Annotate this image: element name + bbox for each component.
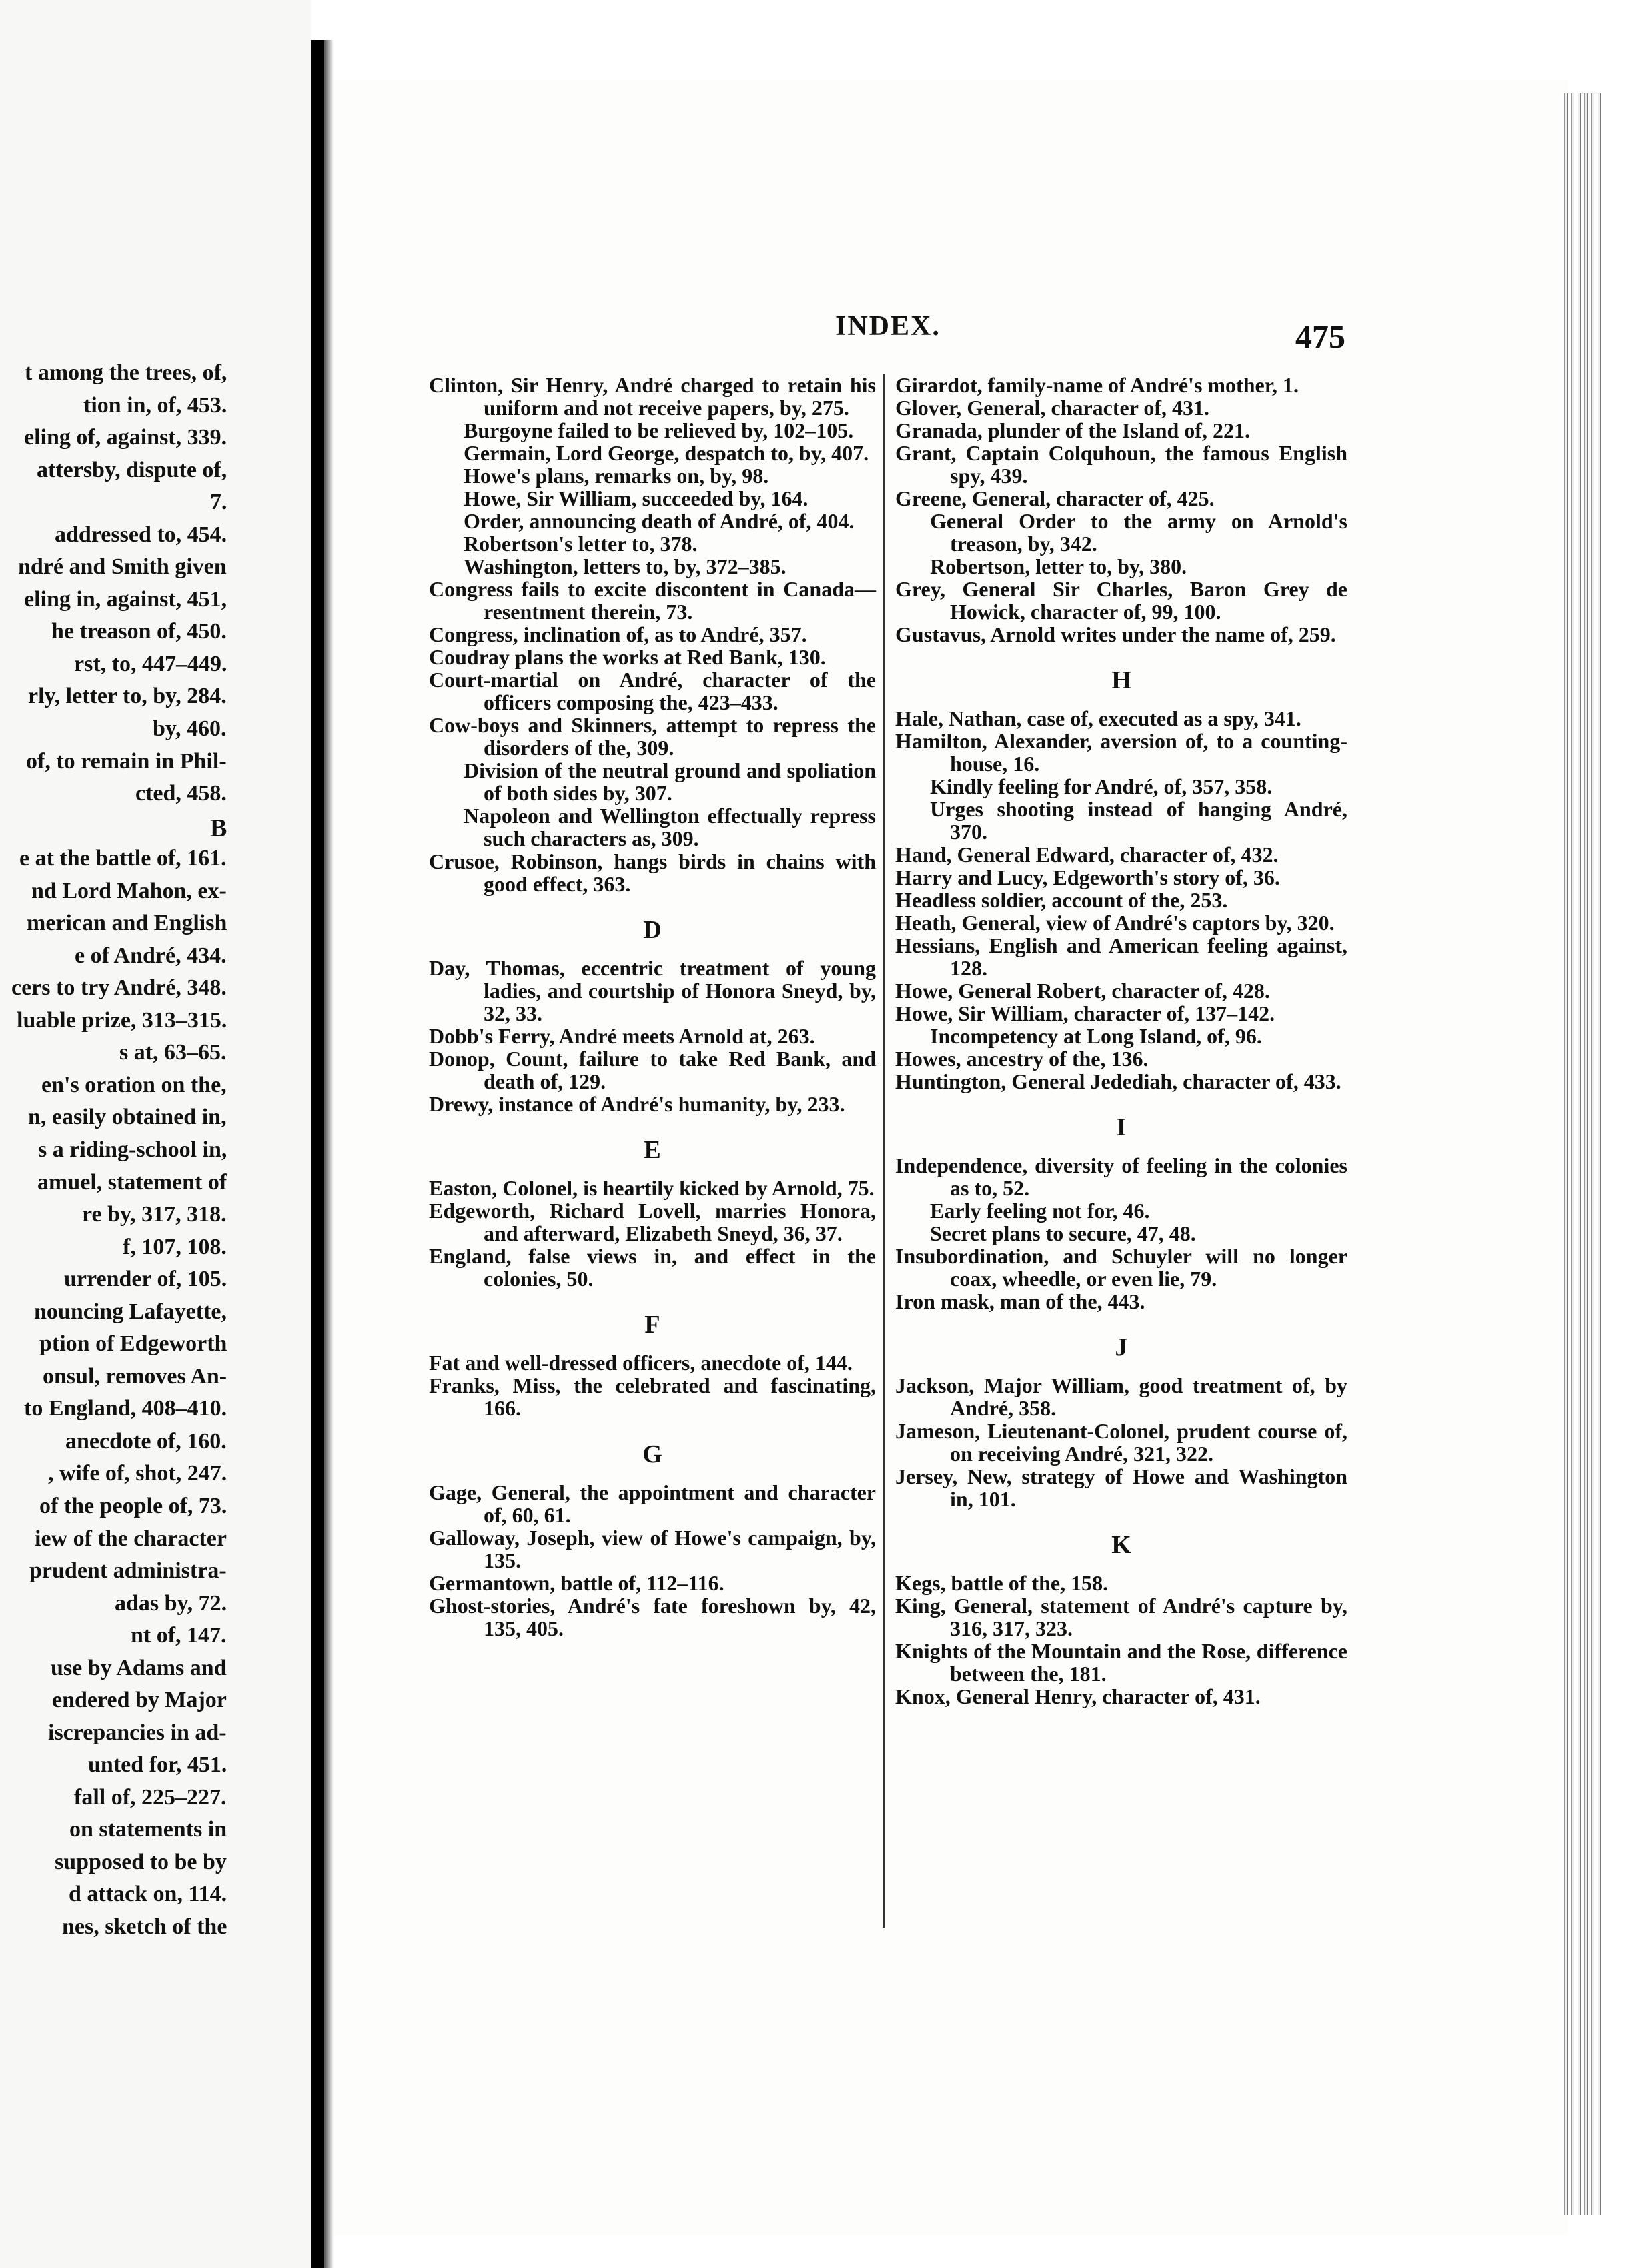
- index-entry: Insubordination, and Schuyler will no longer coax, wheedle, or even lie, 79.: [895, 1244, 1347, 1291]
- column-divider: [883, 374, 885, 1928]
- index-subentry: Howe's plans, remarks on, by, 98.: [464, 464, 769, 488]
- index-subentry: Howe, Sir William, succeeded by, 164.: [464, 486, 808, 510]
- left-fragment-line: cers to try André, 348.: [11, 975, 227, 1000]
- left-fragment-line: ndré and Smith given: [18, 554, 227, 579]
- index-subentry: Urges shooting instead of hanging André, 370.: [930, 797, 1347, 844]
- left-fragment-line: t among the trees, of,: [25, 360, 227, 385]
- left-fragment-line: rst, to, 447–449.: [74, 652, 227, 676]
- index-subentry: Secret plans to secure, 47, 48.: [930, 1221, 1196, 1245]
- left-fragment-line: , wife of, shot, 247.: [48, 1461, 227, 1486]
- left-fragment-line: e at the battle of, 161.: [19, 846, 227, 871]
- left-fragment-line: unted for, 451.: [88, 1752, 227, 1777]
- left-fragment-line: to England, 408–410.: [24, 1396, 227, 1421]
- left-fragment-line: nes, sketch of the: [62, 1914, 227, 1939]
- left-fragment-line: of the people of, 73.: [39, 1494, 227, 1518]
- left-fragment-line: iscrepancies in ad-: [48, 1720, 227, 1745]
- index-entry: Gustavus, Arnold writes under the name of, 259.: [895, 622, 1336, 646]
- index-entry: Iron mask, man of the, 443.: [895, 1289, 1145, 1313]
- index-subentry: Division of the neutral ground and spoliation of both sides by, 307.: [464, 758, 876, 805]
- left-fragment-line: amuel, statement of: [37, 1170, 227, 1195]
- index-subentry: Napoleon and Wellington effectually repress such characters as, 309.: [464, 804, 876, 851]
- index-entry: Edgeworth, Richard Lovell, marries Honora, and afterward, Elizabeth Sneyd, 36, 37.: [429, 1199, 876, 1245]
- left-fragment-line: nouncing Lafayette,: [34, 1299, 227, 1324]
- left-fragment-line: fall of, 225–227.: [74, 1785, 227, 1810]
- section-letter: E: [644, 1136, 661, 1164]
- index-entry: Clinton, Sir Henry, André charged to retain his uniform and not receive papers, by, 275.: [429, 373, 876, 420]
- index-subentry: Early feeling not for, 46.: [930, 1199, 1150, 1223]
- index-subentry: Germain, Lord George, despatch to, by, 407.: [464, 441, 869, 465]
- index-entry: Donop, Count, failure to take Red Bank, and death of, 129.: [429, 1047, 876, 1093]
- index-subentry: General Order to the army on Arnold's treason, by, 342.: [930, 509, 1347, 556]
- index-entry: Jersey, New, strategy of Howe and Washington in, 101.: [895, 1464, 1347, 1511]
- left-fragment-line: attersby, dispute of,: [37, 458, 227, 482]
- index-entry: Germantown, battle of, 112–116.: [429, 1571, 724, 1595]
- left-fragment-line: onsul, removes An-: [43, 1364, 227, 1389]
- index-entry: Jackson, Major William, good treatment of, by André, 358.: [895, 1373, 1347, 1420]
- left-fragment-line: 7.: [210, 490, 227, 514]
- left-fragment-line: s at, 63–65.: [119, 1040, 227, 1065]
- index-entry: Dobb's Ferry, André meets Arnold at, 263.: [429, 1024, 815, 1048]
- index-column-left: [429, 374, 876, 1640]
- section-letter: G: [642, 1440, 662, 1468]
- index-entry: Howe, Sir William, character of, 137–142.: [895, 1001, 1275, 1025]
- section-letter: H: [1111, 666, 1131, 694]
- left-fragment-line: tion in, of, 453.: [83, 393, 227, 418]
- index-entry: Easton, Colonel, is heartily kicked by Arnold, 75.: [429, 1176, 875, 1200]
- left-fragment-line: adas by, 72.: [115, 1591, 227, 1616]
- index-entry: Franks, Miss, the celebrated and fascinating, 166.: [429, 1373, 876, 1420]
- left-fragment-line: endered by Major: [52, 1688, 227, 1712]
- section-letter: F: [644, 1311, 660, 1339]
- index-entry: Congress, inclination of, as to André, 357.: [429, 622, 807, 646]
- index-entry: Heath, General, view of André's captors by, 320.: [895, 911, 1335, 935]
- index-entry: King, General, statement of André's capture by, 316, 317, 323.: [895, 1594, 1347, 1640]
- index-entry: Fat and well-dressed officers, anecdote of, 144.: [429, 1351, 853, 1375]
- left-fragment-line: ption of Edgeworth: [39, 1331, 227, 1356]
- left-fragment-line: addressed to, 454.: [55, 522, 227, 547]
- left-fragment-line: on statements in: [69, 1817, 227, 1842]
- index-entry: Cow-boys and Skinners, attempt to repress the disorders of the, 309.: [429, 713, 876, 760]
- left-fragment-line: f, 107, 108.: [123, 1235, 227, 1259]
- book-spine: [311, 40, 324, 2268]
- index-entry: Granada, plunder of the Island of, 221.: [895, 418, 1250, 442]
- index-entry: Girardot, family-name of André's mother, 1.: [895, 373, 1299, 397]
- left-fragment-line: supposed to be by: [55, 1850, 227, 1874]
- index-entry: Knox, General Henry, character of, 431.: [895, 1684, 1261, 1708]
- left-fragment-line: nd Lord Mahon, ex-: [31, 879, 227, 903]
- left-fragment-line: s a riding-school in,: [38, 1137, 227, 1162]
- left-fragment-line: by, 460.: [153, 716, 227, 741]
- index-entry: Hale, Nathan, case of, executed as a spy, 341.: [895, 706, 1301, 730]
- index-entry: Howe, General Robert, character of, 428.: [895, 979, 1270, 1003]
- index-subentry: Robertson's letter to, 378.: [464, 532, 698, 556]
- index-entry: Knights of the Mountain and the Rose, difference between the, 181.: [895, 1639, 1347, 1686]
- index-subentry: Incompetency at Long Island, of, 96.: [930, 1024, 1262, 1048]
- index-subentry: Order, announcing death of André, of, 404.: [464, 509, 855, 533]
- left-page-fragment: [0, 0, 311, 2268]
- index-entry: Hamilton, Alexander, aversion of, to a counting-house, 16.: [895, 729, 1347, 776]
- left-fragment-line: en's oration on the,: [41, 1073, 227, 1097]
- index-subentry: Kindly feeling for André, of, 357, 358.: [930, 774, 1273, 798]
- index-entry: Independence, diversity of feeling in the colonies as to, 52.: [895, 1153, 1347, 1200]
- left-fragment-line: rly, letter to, by, 284.: [28, 684, 227, 708]
- left-section-letter: B: [210, 814, 227, 842]
- left-fragment-line: luable prize, 313–315.: [17, 1008, 227, 1033]
- left-fragment-line: of, to remain in Phil-: [26, 749, 227, 774]
- section-letter: K: [1111, 1531, 1131, 1559]
- left-fragment-line: cted, 458.: [135, 781, 227, 806]
- left-fragment-line: merican and English: [27, 911, 227, 935]
- index-entry: Grey, General Sir Charles, Baron Grey de Howick, character of, 99, 100.: [895, 577, 1347, 624]
- index-entry: Greene, General, character of, 425.: [895, 486, 1215, 510]
- index-entry: England, false views in, and effect in the colonies, 50.: [429, 1244, 876, 1291]
- index-entry: Coudray plans the works at Red Bank, 130.: [429, 645, 826, 669]
- index-entry: Hand, General Edward, character of, 432.: [895, 842, 1279, 867]
- index-subentry: Robertson, letter to, by, 380.: [930, 554, 1187, 578]
- gutter-shadow: [324, 40, 334, 2268]
- index-entry: Court-martial on André, character of the officers composing the, 423–433.: [429, 668, 876, 714]
- index-subentry: Washington, letters to, by, 372–385.: [464, 554, 786, 578]
- index-entry: Harry and Lucy, Edgeworth's story of, 36.: [895, 865, 1280, 889]
- index-entry: Crusoe, Robinson, hangs birds in chains with good effect, 363.: [429, 849, 876, 896]
- index-entry: Day, Thomas, eccentric treatment of young ladies, and courtship of Honora Sneyd, by, 32, 33.: [429, 956, 876, 1025]
- section-letter: I: [1116, 1113, 1127, 1141]
- index-entry: Howes, ancestry of the, 136.: [895, 1047, 1149, 1071]
- left-fragment-line: eling in, against, 451,: [24, 587, 227, 612]
- left-fragment-line: d attack on, 114.: [69, 1882, 227, 1906]
- section-letter: D: [643, 916, 662, 944]
- left-fragment-line: re by, 317, 318.: [82, 1202, 227, 1227]
- left-fragment-line: urrender of, 105.: [64, 1267, 227, 1291]
- left-fragment-line: iew of the character: [35, 1526, 227, 1551]
- left-fragment-line: nt of, 147.: [131, 1623, 227, 1648]
- left-fragment-line: eling of, against, 339.: [24, 425, 227, 450]
- index-entry: Galloway, Joseph, view of Howe's campaign, by, 135.: [429, 1526, 876, 1572]
- index-entry: Headless soldier, account of the, 253.: [895, 888, 1228, 912]
- left-fragment-line: e of André, 434.: [75, 943, 227, 968]
- page-number: 475: [1295, 318, 1345, 355]
- index-entry: Glover, General, character of, 431.: [895, 396, 1209, 420]
- running-header: INDEX.: [835, 311, 941, 342]
- index-entry: Drewy, instance of André's humanity, by, 233.: [429, 1092, 845, 1116]
- index-entry: Congress fails to excite discontent in Canada—resentment therein, 73.: [429, 577, 876, 624]
- left-fragment-line: n, easily obtained in,: [28, 1105, 227, 1129]
- index-entry: Jameson, Lieutenant-Colonel, prudent course of, on receiving André, 321, 322.: [895, 1419, 1347, 1466]
- index-entry: Huntington, General Jedediah, character of, 433.: [895, 1069, 1341, 1093]
- index-entry: Ghost-stories, André's fate foreshown by, 42, 135, 405.: [429, 1594, 876, 1640]
- page-edges: [1561, 93, 1601, 2215]
- index-entry: Gage, General, the appointment and character of, 60, 61.: [429, 1480, 876, 1527]
- index-entry: Kegs, battle of the, 158.: [895, 1571, 1109, 1595]
- section-letter: J: [1115, 1333, 1128, 1361]
- index-subentry: Burgoyne failed to be relieved by, 102–105.: [464, 418, 854, 442]
- index-entry: Grant, Captain Colquhoun, the famous English spy, 439.: [895, 441, 1347, 488]
- left-fragment-line: prudent administra-: [29, 1558, 227, 1583]
- index-entry: Hessians, English and American feeling against, 128.: [895, 933, 1347, 980]
- left-fragment-line: use by Adams and: [51, 1656, 227, 1680]
- index-column-right: [895, 374, 1347, 1708]
- left-fragment-line: anecdote of, 160.: [65, 1429, 227, 1454]
- left-fragment-line: he treason of, 450.: [51, 619, 227, 644]
